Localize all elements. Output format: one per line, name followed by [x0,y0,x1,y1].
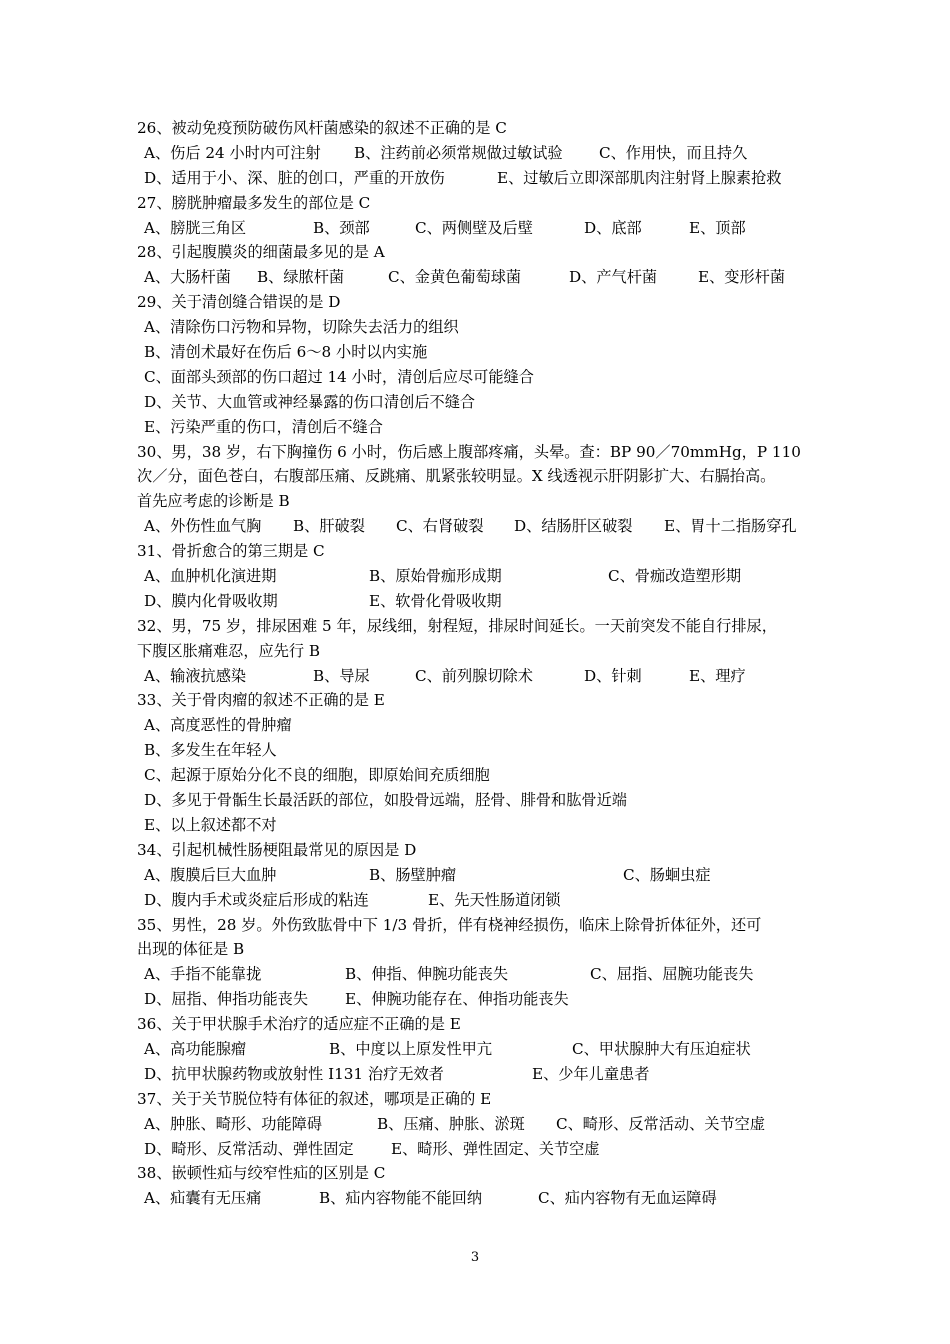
option-row [137,813,827,838]
answer-option: B、中度以上原发性甲亢 [329,1039,493,1058]
option-row [137,365,827,390]
answer-option: A、高度恶性的骨肿瘤 [144,716,292,735]
option-row [137,788,827,813]
option-row [137,315,827,340]
option-row [137,340,827,365]
option-row [137,888,827,913]
question-item [137,614,827,689]
option-row [137,216,827,241]
option-row [137,1186,827,1211]
question-stem: 33、关于骨肉瘤的叙述不正确的是 E [137,691,385,710]
answer-option: A、手指不能靠拢 [144,965,262,984]
question-stem: 35、男性，28 岁。外伤致肱骨中下 1/3 骨折，伴有桡神经损伤，临床上除骨折体征外，还可 [137,915,762,934]
option-row [137,166,827,191]
question-item [137,913,827,1013]
question-item [137,1161,827,1211]
option-row [137,763,827,788]
answer-option: A、腹膜后巨大血肿 [144,865,277,884]
option-row [137,141,827,166]
answer-option: C、面部头颈部的伤口超过 14 小时，清创后应尽可能缝合 [144,367,534,386]
answer-option: D、抗甲状腺药物或放射性 I131 治疗无效者 [144,1064,444,1083]
answer-option: E、先天性肠道闭锁 [428,890,561,909]
answer-option: C、肠蛔虫症 [623,865,711,884]
answer-option: A、清除伤口污物和异物，切除失去活力的组织 [144,318,459,337]
question-stem: 次／分，面色苍白，右腹部压痛、反跳痛、肌紧张较明显。X 线透视示肝阴影扩大、右膈抬高。 [137,467,776,486]
question-list [137,116,827,1211]
answer-option: B、伸指、伸腕功能丧失 [345,965,509,984]
question-stem: 31、骨折愈合的第三期是 C [137,542,325,561]
answer-option: D、多见于骨骺生长最活跃的部位，如股骨远端，胫骨、腓骨和肱骨近端 [144,791,627,810]
answer-option: B、多发生在年轻人 [144,741,277,760]
answer-option: A、大肠杆菌 [144,268,231,287]
answer-option: A、疝囊有无压痛 [144,1189,262,1208]
answer-option: C、作用快，而且持久 [599,143,748,162]
answer-option: A、高功能腺瘤 [144,1039,247,1058]
option-row [137,1137,827,1162]
answer-option: C、起源于原始分化不良的细胞，即原始间充质细胞 [144,766,490,785]
option-row [137,514,827,539]
question-item [137,290,827,439]
answer-option: B、肠壁肿瘤 [369,865,457,884]
answer-option: E、畸形、弹性固定、关节空虚 [391,1139,600,1158]
question-item [137,440,827,540]
question-stem: 28、引起腹膜炎的细菌最多见的是 A [137,243,385,262]
answer-option: A、肿胀、畸形、功能障碍 [144,1114,323,1133]
option-row [137,1112,827,1137]
answer-option: B、绿脓杆菌 [257,268,345,287]
answer-option: C、金黄色葡萄球菌 [388,268,522,287]
answer-option: D、畸形、反常活动、弹性固定 [144,1139,354,1158]
question-stem: 34、引起机械性肠梗阻最常见的原因是 D [137,840,417,859]
answer-option: D、底部 [584,218,642,237]
question-stem: 36、关于甲状腺手术治疗的适应症不正确的是 E [137,1015,461,1034]
answer-option: D、结肠肝区破裂 [514,517,633,536]
answer-option: A、伤后 24 小时内可注射 [144,143,321,162]
question-stem: 38、嵌顿性疝与绞窄性疝的区别是 C [137,1164,386,1183]
question-stem: 27、膀胱肿瘤最多发生的部位是 C [137,193,371,212]
question-item [137,838,827,913]
answer-option: D、适用于小、深、脏的创口，严重的开放伤 [144,168,445,187]
question-stem: 32、男，75 岁，排尿困难 5 年，尿线细，射程短，排尿时间延长。一天前突发不能自行排尿， [137,616,777,635]
question-stem: 30、男，38 岁，右下胸撞伤 6 小时，伤后感上腹部疼痛，头晕。查：BP 90／70mmHg，P 110 [137,442,801,461]
answer-option: D、产气杆菌 [569,268,658,287]
answer-option: C、前列腺切除术 [415,666,533,685]
answer-option: B、注药前必须常规做过敏试验 [354,143,563,162]
answer-option: C、屈指、屈腕功能丧失 [590,965,754,984]
option-row [137,1062,827,1087]
question-item [137,116,827,191]
option-row [137,987,827,1012]
answer-option: C、疝内容物有无血运障碍 [538,1189,717,1208]
option-row [137,713,827,738]
page-number: 3 [470,1250,480,1265]
option-row [137,738,827,763]
question-stem: 下腹区胀痛难忍，应先行 B [137,641,321,660]
answer-option: C、甲状腺肿大有压迫症状 [572,1039,751,1058]
answer-option: D、针刺 [584,666,642,685]
answer-option: E、少年儿童患者 [532,1064,650,1083]
answer-option: E、变形杆菌 [698,268,786,287]
answer-option: D、膜内化骨吸收期 [144,591,278,610]
answer-option: A、输液抗感染 [144,666,247,685]
option-row [137,589,827,614]
question-item [137,1012,827,1087]
question-item [137,539,827,614]
answer-option: D、关节、大血管或神经暴露的伤口清创后不缝合 [144,392,476,411]
answer-option: B、原始骨痂形成期 [369,567,502,586]
answer-option: D、屈指、伸指功能丧失 [144,990,309,1009]
option-row [137,863,827,888]
answer-option: C、骨痂改造塑形期 [608,567,742,586]
answer-option: B、疝内容物能不能回纳 [319,1189,483,1208]
option-row [137,564,827,589]
question-stem: 26、被动免疫预防破伤风杆菌感染的叙述不正确的是 C [137,119,507,137]
question-stem: 29、关于清创缝合错误的是 D [137,293,341,312]
answer-option: A、外伤性血气胸 [144,517,262,536]
question-item [137,191,827,241]
option-row [137,390,827,415]
answer-option: C、畸形、反常活动、关节空虚 [556,1114,766,1133]
question-stem: 37、关于关节脱位特有体征的叙述，哪项是正确的 E [137,1089,492,1108]
answer-option: E、顶部 [689,218,746,237]
answer-option: E、过敏后立即深部肌肉注射肾上腺素抢救 [497,168,782,187]
answer-option: E、以上叙述都不对 [144,815,277,834]
answer-option: B、清创术最好在伤后 6～8 小时以内实施 [144,343,428,362]
answer-option: C、右肾破裂 [396,517,484,536]
question-item [137,688,827,837]
answer-option: B、肝破裂 [293,517,365,536]
answer-option: A、血肿机化演进期 [144,567,277,586]
option-row [137,664,827,689]
answer-option: B、压痛、肿胀、淤斑 [377,1114,525,1133]
answer-option: E、胃十二指肠穿孔 [664,517,797,536]
answer-option: C、两侧壁及后壁 [415,218,533,237]
question-item [137,1087,827,1162]
answer-option: E、软骨化骨吸收期 [369,591,502,610]
answer-option: E、理疗 [689,666,746,685]
question-stem: 出现的体征是 B [137,940,245,959]
answer-option: E、伸腕功能存在、伸指功能丧失 [345,990,569,1009]
option-row [137,1037,827,1062]
answer-option: B、颈部 [313,218,370,237]
question-item [137,240,827,290]
option-row [137,962,827,987]
option-row [137,265,827,290]
question-stem: 首先应考虑的诊断是 B [137,492,290,511]
answer-option: D、腹内手术或炎症后形成的粘连 [144,890,369,909]
answer-option: A、膀胱三角区 [144,218,247,237]
answer-option: B、导尿 [313,666,370,685]
answer-option: E、污染严重的伤口，清创后不缝合 [144,417,383,436]
option-row [137,415,827,440]
